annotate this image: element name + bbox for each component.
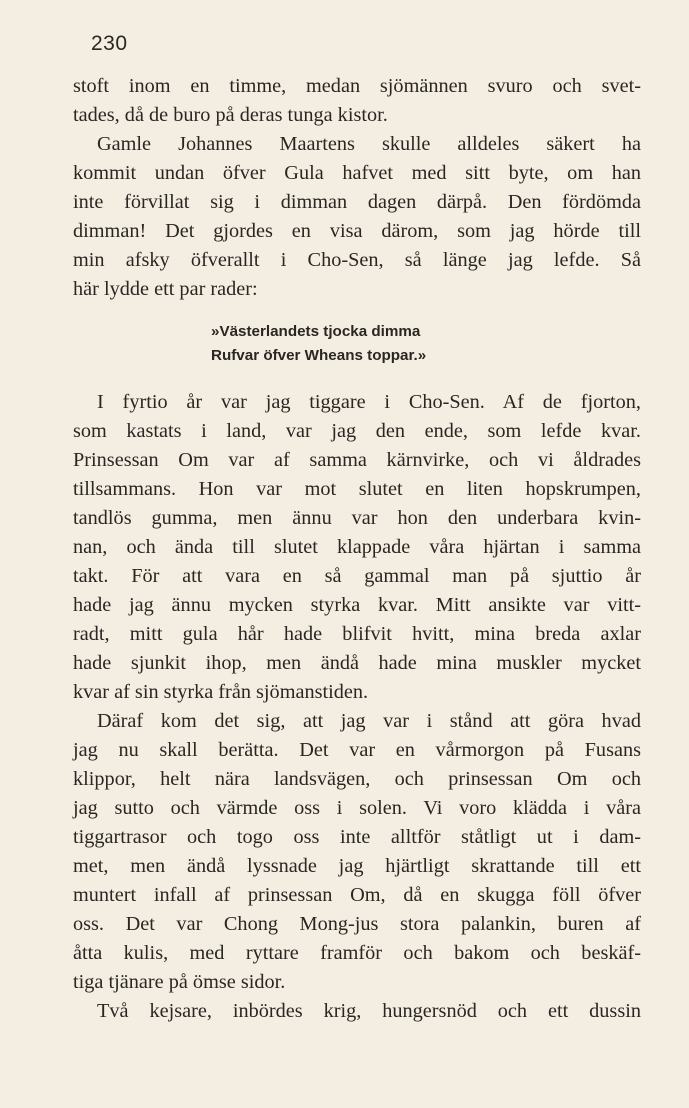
text-line: Prinsessan Om var af samma kärnvirke, och vi åldrades [73,449,641,471]
text-line: muntert infall af prinsessan Om, då en skugga föll öfver [73,884,641,906]
text-line: Två kejsare, inbördes krig, hungersnöd och ett dussin [97,1000,641,1022]
text-line: oss. Det var Chong Mong-jus stora palankin, buren af [73,913,641,935]
text-line: inte förvillat sig i dimman dagen därpå. Den fördömda [73,191,641,213]
paragraph-block-top [73,72,641,304]
text-line: dimman! Det gjordes en visa därom, som jag hörde till [73,220,641,242]
text-line: tandlös gumma, men ännu var hon den underbara kvin- [73,507,641,529]
text-line: kommit undan öfver Gula hafvet med sitt byte, om han [73,162,641,184]
text-line: åtta kulis, med ryttare framför och bakom och beskäf- [73,942,641,964]
text-line: tades, då de buro på deras tunga kistor. [73,104,388,126]
text-line: min afsky öfverallt i Cho-Sen, så länge jag lefde. Så [73,249,641,271]
text-line: Däraf kom det sig, att jag var i stånd att göra hvad [97,710,641,732]
verse-line: Rufvar öfver Wheans toppar.» [211,347,427,364]
text-line: Gamle Johannes Maartens skulle alldeles säkert ha [97,133,641,155]
paragraph-block-bottom [73,388,641,1026]
text-line: hade jag ännu mycken styrka kvar. Mitt ansikte var vitt- [73,594,641,616]
text-line: här lydde ett par rader: [73,278,258,300]
text-line: som kastats i land, var jag den ende, som lefde kvar. [73,420,641,442]
text-line: takt. För att vara en så gammal man på sjuttio år [73,565,641,587]
text-line: met, men ändå lyssnade jag hjärtligt skrattande till ett [73,855,641,877]
text-line: tiggartrasor och togo oss inte alltför ståtligt ut i dam- [73,826,641,848]
page-number: 230 [91,32,128,55]
text-line: jag sutto och värmde oss i solen. Vi voro klädda i våra [73,797,641,819]
verse-line: »Västerlandets tjocka dimma [211,323,421,340]
text-line: jag nu skall berätta. Det var en vårmorgon på Fusans [73,739,641,761]
text-line: tillsammans. Hon var mot slutet en liten hopskrumpen, [73,478,641,500]
text-line: stoft inom en timme, medan sjömännen svuro och svet- [73,75,641,97]
text-line: nan, och ända till slutet klappade våra hjärtan i samma [73,536,641,558]
verse-quote [211,320,531,368]
text-line: klippor, helt nära landsvägen, och prinsessan Om och [73,768,641,790]
text-line: radt, mitt gula hår hade blifvit hvitt, mina breda axlar [73,623,641,645]
text-line: tiga tjänare på ömse sidor. [73,971,286,993]
text-line: kvar af sin styrka från sjömanstiden. [73,681,369,703]
text-line: I fyrtio år var jag tiggare i Cho-Sen. Af de fjorton, [97,391,641,413]
text-line: hade sjunkit ihop, men ändå hade mina muskler mycket [73,652,641,674]
